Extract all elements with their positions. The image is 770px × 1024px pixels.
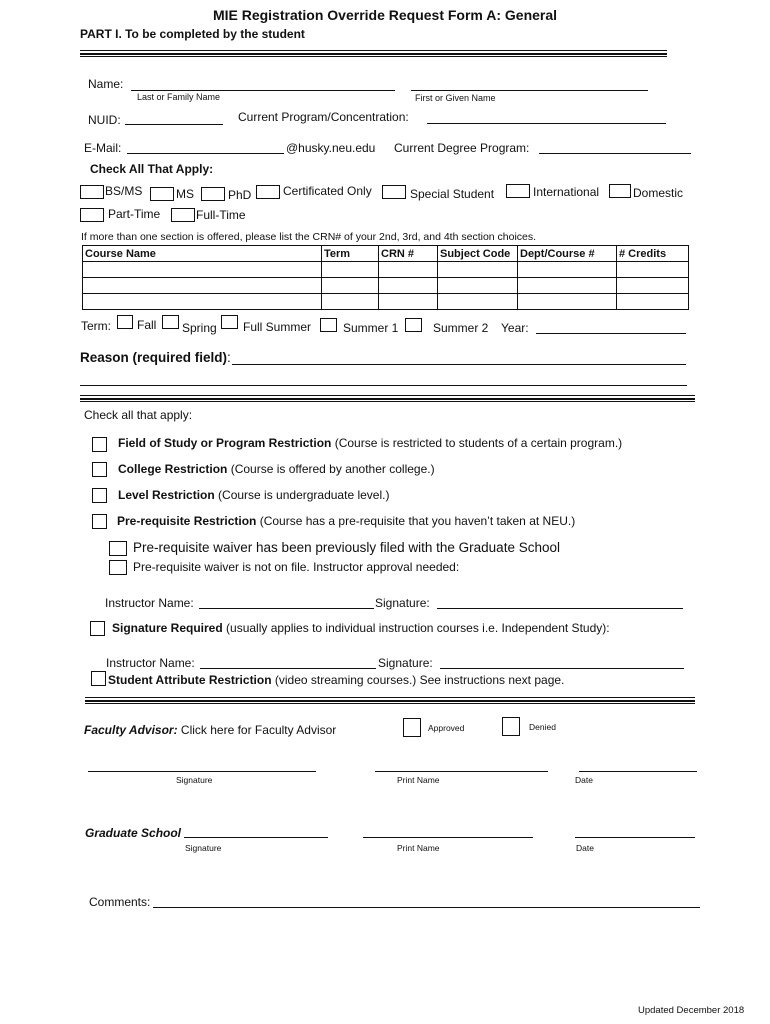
phd-label: PhD (228, 188, 252, 202)
summer1-label: Summer 1 (343, 321, 399, 335)
faculty-date-field[interactable] (579, 771, 697, 772)
faculty-print-name-caption: Print Name (397, 775, 440, 785)
faculty-signature-field[interactable] (88, 771, 316, 772)
col-term: Term (322, 246, 379, 262)
full-time-label: Full-Time (196, 208, 246, 222)
degree-label: Current Degree Program: (394, 141, 530, 155)
table-cell[interactable] (518, 294, 617, 310)
table-cell[interactable] (83, 294, 322, 310)
prereq-restriction-title: Pre-requisite Restriction (117, 514, 257, 528)
section-divider (80, 50, 667, 57)
signature-required-checkbox[interactable] (90, 621, 105, 636)
instructor-name-label-1: Instructor Name: (105, 596, 194, 610)
table-cell[interactable] (379, 294, 438, 310)
bsms-checkbox[interactable] (80, 185, 104, 199)
field-of-study-title: Field of Study or Program Restriction (118, 436, 332, 450)
last-name-caption: Last or Family Name (137, 92, 221, 102)
spring-label: Spring (182, 321, 217, 335)
table-row (83, 294, 689, 310)
full-summer-label: Full Summer (243, 320, 312, 334)
table-cell[interactable] (83, 262, 322, 278)
faculty-date-caption: Date (575, 775, 593, 785)
signature-required-label (112, 621, 610, 635)
part-time-label: Part-Time (108, 207, 161, 221)
table-row (83, 278, 689, 294)
summer2-label: Summer 2 (433, 321, 489, 335)
college-restriction-detail: (Course is offered by another college.) (227, 462, 435, 476)
student-attribute-title: Student Attribute Restriction (108, 673, 272, 687)
table-cell[interactable] (617, 294, 689, 310)
updated-footer: Updated December 2018 (638, 1005, 745, 1016)
prereq-filed-label: Pre-requisite waiver has been previously filed with the Graduate School (133, 540, 560, 555)
full-summer-checkbox[interactable] (221, 315, 238, 329)
email-domain: @husky.neu.edu (286, 141, 376, 155)
level-restriction-checkbox[interactable] (92, 488, 107, 503)
grad-school-label: Graduate School (85, 826, 182, 840)
part-time-checkbox[interactable] (80, 208, 104, 222)
domestic-label: Domestic (633, 186, 684, 200)
student-attribute-detail: (video streaming courses.) See instructions next page. (271, 673, 565, 687)
signature-required-title: Signature Required (112, 621, 223, 635)
table-cell[interactable] (379, 278, 438, 294)
year-label: Year: (501, 321, 529, 335)
denied-checkbox[interactable] (502, 717, 520, 736)
table-cell[interactable] (518, 278, 617, 294)
course-table-header (83, 246, 689, 262)
signature-required-detail: (usually applies to individual instruction courses i.e. Independent Study): (222, 621, 610, 635)
level-restriction-label (118, 488, 389, 502)
grad-print-name-caption: Print Name (397, 843, 440, 853)
prereq-filed-checkbox[interactable] (109, 541, 127, 556)
reason-label-text: Reason (required field) (80, 350, 228, 365)
col-course-name: Course Name (83, 246, 322, 262)
first-name-caption: First or Given Name (415, 93, 496, 103)
col-dept-course: Dept/Course # (518, 246, 617, 262)
first-name-field[interactable] (411, 90, 648, 91)
ms-label: MS (176, 187, 194, 201)
section-divider (80, 395, 695, 402)
college-restriction-title: College Restriction (118, 462, 228, 476)
field-of-study-detail: (Course is restricted to students of a certain program.) (331, 436, 623, 450)
signature-label-2: Signature: (378, 656, 433, 670)
table-cell[interactable] (438, 278, 518, 294)
name-label: Name: (88, 77, 124, 91)
faculty-advisor-row (84, 723, 336, 737)
program-field[interactable] (427, 123, 666, 124)
table-cell[interactable] (322, 294, 379, 310)
col-crn: CRN # (379, 246, 438, 262)
table-cell[interactable] (322, 278, 379, 294)
phd-checkbox[interactable] (201, 187, 225, 201)
level-restriction-detail: (Course is undergraduate level.) (214, 488, 390, 502)
program-label: Current Program/Concentration: (238, 110, 409, 124)
special-student-checkbox[interactable] (382, 185, 406, 199)
signature-field-1[interactable] (437, 608, 683, 609)
table-cell[interactable] (518, 262, 617, 278)
table-cell[interactable] (322, 262, 379, 278)
last-name-field[interactable] (131, 90, 395, 91)
field-of-study-label (118, 436, 622, 450)
check-all-label: Check All That Apply: (90, 162, 214, 176)
reason-field-line2[interactable] (80, 385, 687, 386)
ms-checkbox[interactable] (150, 187, 174, 201)
summer2-checkbox[interactable] (405, 318, 422, 332)
email-label: E-Mail: (84, 141, 122, 155)
prereq-not-filed-checkbox[interactable] (109, 560, 127, 575)
grad-date-field[interactable] (575, 837, 695, 838)
instructor-name-field-2[interactable] (200, 668, 376, 669)
comments-label: Comments: (89, 895, 151, 909)
part1-heading: PART I. To be completed by the student (80, 27, 305, 41)
student-attribute-checkbox[interactable] (91, 671, 106, 686)
college-restriction-label (118, 462, 435, 476)
summer1-checkbox[interactable] (320, 318, 337, 332)
approved-checkbox[interactable] (403, 718, 421, 737)
approved-label: Approved (428, 723, 465, 733)
degree-field[interactable] (539, 153, 691, 154)
term-label: Term: (81, 319, 111, 333)
student-attribute-label (108, 673, 564, 687)
special-student-label: Special Student (410, 187, 495, 201)
grad-signature-caption: Signature (185, 843, 222, 853)
comments-field[interactable] (153, 907, 700, 908)
prereq-restriction-label (117, 514, 575, 528)
full-time-checkbox[interactable] (171, 208, 195, 222)
faculty-signature-caption: Signature (176, 775, 213, 785)
level-restriction-title: Level Restriction (118, 488, 215, 502)
instructor-name-label-2: Instructor Name: (106, 656, 195, 670)
signature-label-1: Signature: (375, 596, 430, 610)
domestic-checkbox[interactable] (609, 184, 631, 198)
email-field[interactable] (127, 153, 284, 154)
certificated-label: Certificated Only (283, 184, 372, 198)
table-cell[interactable] (83, 278, 322, 294)
grad-signature-field[interactable] (184, 837, 328, 838)
section-divider (85, 697, 695, 704)
signature-field-2[interactable] (440, 668, 684, 669)
grad-print-name-field[interactable] (363, 837, 533, 838)
crn-instruction: If more than one section is offered, please list the CRN# of your 2nd, 3rd, and 4th section choices. (81, 231, 537, 243)
year-field[interactable] (536, 333, 686, 334)
denied-label: Denied (529, 722, 556, 732)
table-cell[interactable] (438, 262, 518, 278)
spring-checkbox[interactable] (162, 315, 179, 329)
prereq-not-filed-label: Pre-requisite waiver is not on file. Instructor approval needed: (133, 560, 460, 574)
nuid-label: NUID: (88, 113, 121, 127)
prereq-restriction-detail: (Course has a pre-requisite that you haven’t taken at NEU.) (256, 514, 576, 528)
col-credits: # Credits (617, 246, 689, 262)
course-table (82, 245, 689, 310)
college-restriction-checkbox[interactable] (92, 462, 107, 477)
table-cell[interactable] (617, 278, 689, 294)
reason-field[interactable] (232, 364, 686, 365)
restrictions-heading: Check all that apply: (84, 408, 193, 422)
nuid-field[interactable] (125, 124, 223, 125)
faculty-advisor-link[interactable]: Click here for Faculty Advisor (177, 723, 337, 737)
field-of-study-checkbox[interactable] (92, 437, 107, 452)
faculty-advisor-label: Faculty Advisor: (84, 723, 178, 737)
fall-label: Fall (137, 318, 157, 332)
col-subject-code: Subject Code (438, 246, 518, 262)
reason-colon: : (227, 350, 231, 365)
instructor-name-field-1[interactable] (199, 608, 374, 609)
bsms-label: BS/MS (105, 184, 143, 198)
fall-checkbox[interactable] (117, 315, 133, 329)
certificated-checkbox[interactable] (256, 185, 280, 199)
faculty-print-name-field[interactable] (375, 771, 548, 772)
table-cell[interactable] (379, 262, 438, 278)
prereq-restriction-checkbox[interactable] (92, 514, 107, 529)
table-row (83, 262, 689, 278)
table-cell[interactable] (617, 262, 689, 278)
reason-label (80, 350, 231, 365)
international-checkbox[interactable] (506, 184, 530, 198)
international-label: International (533, 185, 600, 199)
form-title: MIE Registration Override Request Form A: General (212, 7, 558, 23)
grad-date-caption: Date (576, 843, 594, 853)
table-cell[interactable] (438, 294, 518, 310)
